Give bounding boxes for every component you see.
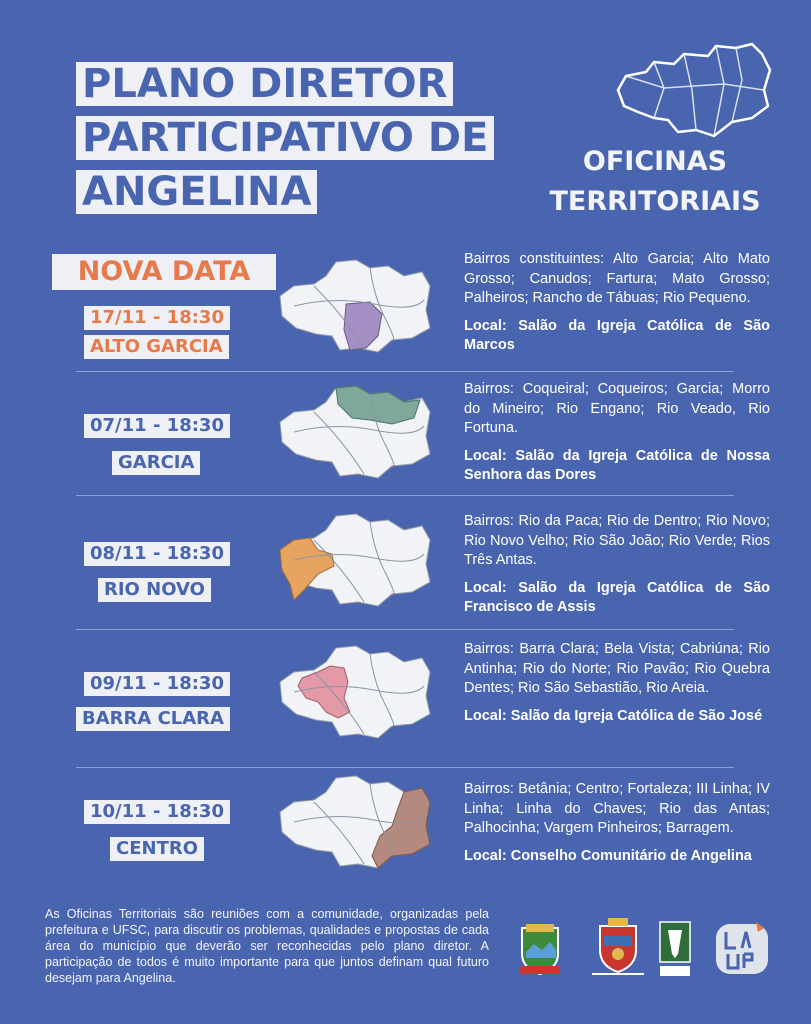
workshop-region: BARRA CLARA bbox=[76, 707, 230, 731]
workshop-location: Local: Conselho Comunitário de Angelina bbox=[464, 847, 752, 864]
region-map-alto-garcia bbox=[274, 256, 434, 356]
workshop-description bbox=[464, 250, 770, 356]
divider bbox=[76, 629, 734, 630]
title-line-2: PARTICIPATIVO DE bbox=[76, 116, 494, 160]
workshop-location: Local: Salão da Igreja Católica de Nossa Senhora das Dores bbox=[464, 447, 770, 483]
workshop-neighborhoods: Bairros constituintes: Alto Garcia; Alto Mato Grosso; Canudos; Fartura; Mato Grosso; Palheiros; Rancho de Tábuas; Rio Pequeno. bbox=[464, 251, 770, 306]
footer-text: As Oficinas Territoriais são reuniões com a comunidade, organizadas pela prefeitura e UFSC, para discutir os problemas, qualidades e propostas de cada área do município que deverão ser reconhecidas pelo plano diretor. A participação de todos é muito importante para que juntos definam qual futuro desejam para Angelina. bbox=[45, 907, 489, 985]
workshop-region: ALTO GARCIA bbox=[84, 335, 229, 359]
subtitle-line-2: TERRITORIAIS bbox=[549, 186, 761, 217]
nova-data-badge: NOVA DATA bbox=[52, 254, 276, 290]
workshop-description bbox=[464, 640, 770, 726]
workshop-neighborhoods: Bairros: Barra Clara; Bela Vista; Cabriúna; Rio Antinha; Rio do Norte; Rio Pavão; Rio Quebra Dentes; Rio São Sebastião, Rio Areia. bbox=[464, 641, 770, 696]
region-map-barra-clara bbox=[274, 642, 434, 742]
workshop-neighborhoods: Bairros: Coqueiral; Coqueiros; Garcia; Morro do Mineiro; Rio Engano; Rio Veado, Rio Fortuna. bbox=[464, 381, 770, 436]
workshop-region: RIO NOVO bbox=[98, 578, 211, 602]
subtitle-line-1: OFICINAS bbox=[582, 146, 728, 177]
workshop-region: CENTRO bbox=[110, 837, 204, 861]
divider bbox=[76, 767, 734, 768]
workshop-location: Local: Salão da Igreja Católica de São Marcos bbox=[464, 317, 770, 353]
workshop-date: 07/11 - 18:30 bbox=[84, 414, 230, 438]
workshop-description bbox=[464, 512, 770, 618]
workshop-location: Local: Salão da Igreja Católica de São José bbox=[464, 707, 763, 724]
workshop-date: 09/11 - 18:30 bbox=[84, 672, 230, 696]
workshop-neighborhoods: Bairros: Betânia; Centro; Fortaleza; III Linha; IV Linha; Linha do Chaves; Rio das Antas; Palhocinha; Vargem Pinheiros; Barragem. bbox=[464, 781, 770, 836]
prefeitura-angelina-crest-icon bbox=[516, 922, 564, 978]
workshop-date: 10/11 - 18:30 bbox=[84, 800, 230, 824]
workshop-description bbox=[464, 380, 770, 486]
divider bbox=[76, 371, 734, 372]
angelina-map-outline-icon bbox=[612, 40, 774, 140]
region-map-rio-novo bbox=[274, 510, 434, 610]
divider bbox=[76, 495, 734, 496]
title-line-3: ANGELINA bbox=[76, 170, 317, 214]
workshop-region: GARCIA bbox=[112, 451, 200, 475]
region-map-garcia bbox=[274, 382, 434, 482]
workshop-date: 08/11 - 18:30 bbox=[84, 542, 230, 566]
workshop-neighborhoods: Bairros: Rio da Paca; Rio de Dentro; Rio Novo; Rio Novo Velho; Rio São João; Rio Verde; Rios Três Antas. bbox=[464, 513, 770, 568]
ufsc-crest-icon bbox=[586, 916, 650, 980]
region-map-centro bbox=[274, 772, 434, 872]
workshop-location: Local: Salão da Igreja Católica de São Francisco de Assis bbox=[464, 579, 770, 615]
workshop-description bbox=[464, 780, 770, 866]
title-line-1: PLANO DIRETOR bbox=[76, 62, 453, 106]
labuurb-logo-icon bbox=[712, 918, 772, 978]
fapeu-logo-icon bbox=[658, 920, 692, 980]
workshop-date: 17/11 - 18:30 bbox=[84, 306, 230, 330]
